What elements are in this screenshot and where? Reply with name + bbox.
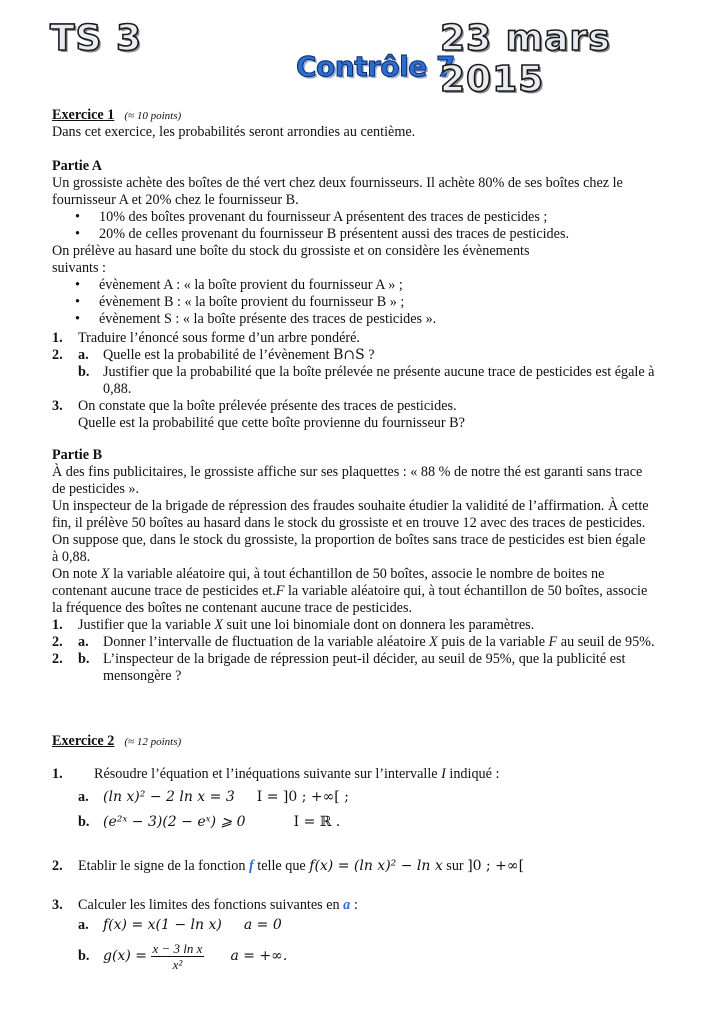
ex2-question-1: 1. Résoudre l’équation et l’inéquations suivante sur l’intervalle I indiqué : — [52, 766, 500, 782]
bullet-item: • 20% de celles provenant du fournisseur B présentent aussi des traces de pesticides. — [75, 226, 570, 242]
math-interval: I = ℝ . — [293, 814, 341, 830]
part-a-title: Partie A — [52, 158, 103, 174]
question-b1: 1. Justifier que la variable X suit une loi binomiale dont on donnera les paramètres. — [52, 617, 535, 633]
ex2-question-1b: b. (e²ˣ − 3)(2 − eˣ) ⩾ 0 I = ℝ . — [78, 814, 341, 830]
part-a-text-4: suivants : — [52, 260, 106, 276]
part-b-text-3: Un inspecteur de la brigade de répression des fraudes souhaite étudier la validité de l’affirmation. À cette — [52, 498, 649, 514]
exercise-1-title: Exercice 1 — [52, 107, 115, 123]
question-a3-cont: Quelle est la probabilité que cette boîte provienne du fournisseur B? — [78, 415, 465, 431]
exercise-2-heading — [52, 733, 181, 751]
question-a3: 3. On constate que la boîte prélevée présente des traces de pesticides. — [52, 398, 457, 414]
math-formula: (ln x)² − 2 ln x = 3 — [103, 789, 235, 805]
question-a2b: b. Justifier que la probabilité que la boîte prélevée ne présente aucune trace de pesticides est égale à — [78, 364, 655, 380]
ex2-question-2: 2. Etablir le signe de la fonction f telle que f(x) = (ln x)² − ln x sur ]0 ; +∞[ — [52, 858, 525, 874]
exercise-1-heading — [52, 107, 181, 125]
exercise-2-title: Exercice 2 — [52, 733, 115, 749]
ex2-question-1a: a. (ln x)² − 2 ln x = 3 I = ]0 ; +∞[ ; — [78, 789, 349, 805]
ex2-question-3: 3. Calculer les limites des fonctions suivantes en a : — [52, 897, 358, 913]
part-b-text-7: On note X la variable aléatoire qui, à tout échantillon de 50 boîtes, associe le nombre de boites ne — [52, 566, 605, 582]
ex2-question-3a: a. f(x) = x(1 − ln x) a = 0 — [78, 917, 282, 933]
question-b2b: 2. b. L’inspecteur de la brigade de répression peut-il décider, au seuil de 95%, que la publicité est — [52, 651, 626, 667]
question-a2b-cont: 0,88. — [103, 381, 132, 397]
bullet-item: • évènement S : « la boîte présente des traces de pesticides ». — [75, 311, 437, 327]
exercise-2-points: (≈ 12 points) — [124, 736, 182, 748]
part-b-text-5: On suppose que, dans le stock du grossiste, la proportion de boîtes sans trace de pesticides est bien égale — [52, 532, 646, 548]
part-a-text-1: Un grossiste achète des boîtes de thé vert chez deux fournisseurs. Il achète 80% de ses boîtes chez le — [52, 175, 623, 191]
fraction: $\frac{\text{x − 3 ln x}}{\text{x²}}$ — [152, 941, 203, 973]
part-a-text-3: On prélève au hasard une boîte du stock du grossiste et on considère les évènements — [52, 243, 530, 259]
part-b-text-1: À des fins publicitaires, le grossiste affiche sur ses plaquettes : « 88 % de notre thé est garanti sans trace — [52, 464, 643, 480]
question-b2b-cont: mensongère ? — [103, 668, 182, 684]
math-interval: ]0 ; +∞[ — [467, 858, 525, 874]
part-b-text-6: à 0,88. — [52, 549, 91, 565]
ex2-question-3b: b. g(x) = $\frac{\text{x − 3 ln x}}{\text{x²}}$ a = +∞. — [78, 941, 288, 973]
question-b2a: 2. a. Donner l’intervalle de fluctuation de la variable aléatoire X puis de la variable F au seuil de 95%. — [52, 634, 655, 650]
exercise-1-intro: Dans cet exercice, les probabilités seront arrondies au centième. — [52, 124, 416, 140]
question-a1: 1. Traduire l’énoncé sous forme d’un arbre pondéré. — [52, 330, 360, 346]
math-limit-point: a = +∞. — [230, 948, 288, 964]
bullet-item: • évènement A : « la boîte provient du fournisseur A » ; — [75, 277, 403, 293]
question-a2a: 2. a. Quelle est la probabilité de l’évènement B∩S ? — [52, 347, 375, 363]
math-formula: (e²ˣ − 3)(2 − eˣ) ⩾ 0 — [103, 814, 246, 830]
exam-date: 23 mars 2015 — [440, 18, 611, 100]
part-b-text-9: la fréquence des boîtes ne contenant aucune trace de pesticides. — [52, 600, 413, 616]
math-formula: B∩S — [333, 347, 365, 363]
part-b-text-2: de pesticides ». — [52, 481, 140, 497]
math-limit-point: a = 0 — [243, 917, 282, 933]
part-b-title: Partie B — [52, 447, 103, 463]
class-label: TS 3 — [50, 18, 143, 59]
part-a-text-2: fournisseur A et 20% chez le fournisseur B. — [52, 192, 299, 208]
bullet-item: • évènement B : « la boîte provient du fournisseur B » ; — [75, 294, 405, 310]
bullet-item: • 10% des boîtes provenant du fournisseur A présentent des traces de pesticides ; — [75, 209, 548, 225]
part-b-text-4: fin, il prélève 50 boîtes au hasard dans le stock du grossiste et en trouve 12 avec des traces de pesticides. — [52, 515, 646, 531]
part-b-text-8: contenant aucune trace de pesticides et.F la variable aléatoire qui, à tout échantillon de 50 boîtes, associe — [52, 583, 648, 599]
math-formula: f(x) = x(1 − ln x) — [103, 917, 222, 933]
math-formula: f(x) = (ln x)² − ln x — [309, 858, 443, 874]
math-interval: I = ]0 ; +∞[ ; — [256, 789, 349, 805]
exercise-1-points: (≈ 10 points) — [124, 110, 182, 122]
page-title: Contrôle 7 — [296, 50, 455, 83]
